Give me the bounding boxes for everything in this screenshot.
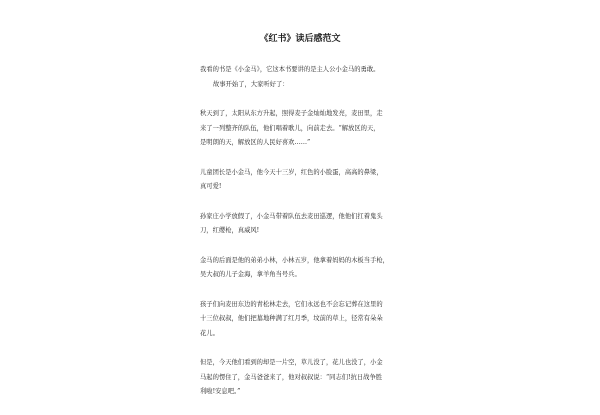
paragraph-line: 马起的愣住了，金马爸爸来了，他对叔叔说：“同志们!抗日战争胜 [200, 373, 383, 381]
paragraph-line: 儿童团长是小金马，他今天十三岁，红色的小脸蛋，高高的鼻梁， [200, 168, 383, 176]
paragraph-4 [200, 210, 410, 239]
paragraph-line: 来了一列整齐的队伍，他们唱着歌儿，向前走去。“解放区的天， [200, 124, 380, 132]
paragraph-6 [200, 298, 410, 342]
paragraph-line: 利啦!安息吧。” [200, 388, 241, 395]
paragraph-line: 我看的书是《小金马》，它这本书要讲的是主人公小金马的勇敢。 [200, 66, 380, 73]
paragraph-2 [200, 107, 410, 151]
paragraph-line: 秋天到了，太阳从东方升起，照得麦子金灿灿地发亮，麦田里，走 [200, 110, 383, 117]
paragraph-line: 是明朗的天，解放区的人民好喜欢……” [200, 139, 311, 146]
paragraph-line: 孙家庄小学放假了，小金马带着队伍去麦田巡逻，他他们扛着鬼头 [200, 212, 383, 220]
paragraph-line: 十三位叔叔，他们把墓地种满了红月季，坟前的草上，径常有朵朵 [200, 315, 383, 322]
paragraph-3 [200, 166, 410, 195]
paragraph-line: 花儿。 [200, 329, 219, 337]
paragraph-line: 真可爱! [200, 183, 222, 190]
paragraph-7 [200, 356, 410, 400]
paragraph-line: 吴大叔的儿子金海，拿羊角当号兵。 [200, 271, 301, 278]
document-title: 《红书》读后感范文 [259, 34, 341, 44]
document-body [200, 33, 410, 415]
paragraph-1 [200, 63, 410, 92]
paragraph-5 [200, 254, 410, 283]
paragraph-line: 金马的后面是他的弟弟小林，小林五岁，他拿着妈妈的木板当手枪， [200, 256, 389, 264]
paragraph-line: 但是，今天他们看到的却是一片空，草儿没了，花儿也没了，小金 [200, 359, 383, 366]
paragraph-line: 故事开始了，大家听好了： [213, 80, 289, 88]
paragraph-line: 孩子们向麦田东边的青松林走去，它们永远也不会忘记葬在这里的 [200, 300, 383, 308]
paragraph-line: 刀，红缨枪，真威风! [200, 227, 260, 234]
